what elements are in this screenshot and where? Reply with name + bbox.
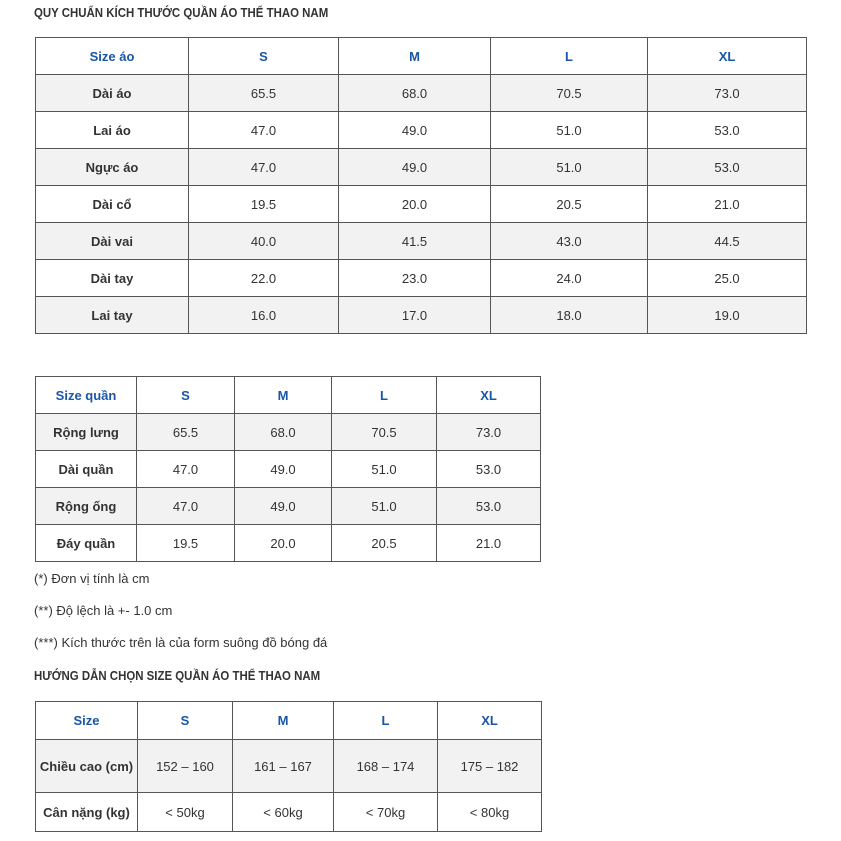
- guide-cell: < 50kg: [138, 793, 233, 832]
- shirt-cell: 24.0: [491, 260, 648, 297]
- guide-row: [36, 793, 542, 832]
- pants-cell: 20.5: [332, 525, 437, 562]
- pants-cell: 51.0: [332, 488, 437, 525]
- guide-cell: 152 – 160: [138, 740, 233, 793]
- pants-cell: 51.0: [332, 451, 437, 488]
- shirt-row-label: Lai tay: [36, 297, 189, 334]
- shirt-cell: 73.0: [648, 75, 807, 112]
- shirt-row: [36, 186, 807, 223]
- pants-cell: 73.0: [437, 414, 541, 451]
- shirt-row-label: Ngực áo: [36, 149, 189, 186]
- shirt-cell: 47.0: [189, 112, 339, 149]
- guide-row: [36, 740, 542, 793]
- pants-header-row: [36, 377, 541, 414]
- shirt-row-label: Lai áo: [36, 112, 189, 149]
- shirt-cell: 20.5: [491, 186, 648, 223]
- shirt-cell: 70.5: [491, 75, 648, 112]
- guide-header-size: M: [233, 702, 334, 740]
- pants-header-size: L: [332, 377, 437, 414]
- shirt-header-size: L: [491, 38, 648, 75]
- shirt-cell: 43.0: [491, 223, 648, 260]
- shirt-cell: 65.5: [189, 75, 339, 112]
- shirt-header-size: S: [189, 38, 339, 75]
- shirt-cell: 21.0: [648, 186, 807, 223]
- shirt-row: [36, 260, 807, 297]
- pants-row: [36, 525, 541, 562]
- size-guide-title: HƯỚNG DẪN CHỌN SIZE QUẦN ÁO THỂ THAO NAM: [34, 668, 321, 683]
- pants-cell: 68.0: [235, 414, 332, 451]
- guide-header-size: L: [334, 702, 438, 740]
- guide-header-size: S: [138, 702, 233, 740]
- shirt-cell: 40.0: [189, 223, 339, 260]
- pants-row: [36, 488, 541, 525]
- note-form: (***) Kích thước trên là của form suông đồ bóng đá: [34, 635, 328, 650]
- guide-row-label: Chiều cao (cm): [36, 740, 138, 793]
- guide-cell: < 60kg: [233, 793, 334, 832]
- note-unit: (*) Đơn vị tính là cm: [34, 571, 150, 586]
- pants-row-label: Rộng ống: [36, 488, 137, 525]
- pants-cell: 49.0: [235, 488, 332, 525]
- shirt-header-row: [36, 38, 807, 75]
- shirt-cell: 49.0: [339, 149, 491, 186]
- shirt-cell: 20.0: [339, 186, 491, 223]
- shirt-row: [36, 75, 807, 112]
- guide-cell: < 80kg: [438, 793, 542, 832]
- guide-header-size: XL: [438, 702, 542, 740]
- pants-row: [36, 414, 541, 451]
- shirt-size-title: QUY CHUẨN KÍCH THƯỚC QUẦN ÁO THỂ THAO NAM: [34, 5, 329, 20]
- guide-row-label: Cân nặng (kg): [36, 793, 138, 832]
- pants-cell: 53.0: [437, 488, 541, 525]
- pants-header-size: S: [137, 377, 235, 414]
- pants-cell: 21.0: [437, 525, 541, 562]
- pants-row-label: Dài quần: [36, 451, 137, 488]
- pants-cell: 19.5: [137, 525, 235, 562]
- shirt-cell: 17.0: [339, 297, 491, 334]
- shirt-cell: 19.0: [648, 297, 807, 334]
- shirt-cell: 22.0: [189, 260, 339, 297]
- shirt-cell: 53.0: [648, 112, 807, 149]
- shirt-header-size: M: [339, 38, 491, 75]
- guide-cell: < 70kg: [334, 793, 438, 832]
- shirt-cell: 53.0: [648, 149, 807, 186]
- pants-cell: 47.0: [137, 488, 235, 525]
- guide-cell: 161 – 167: [233, 740, 334, 793]
- pants-row: [36, 451, 541, 488]
- shirt-row-label: Dài cổ: [36, 186, 189, 223]
- pants-row-label: Đáy quần: [36, 525, 137, 562]
- shirt-cell: 68.0: [339, 75, 491, 112]
- guide-header-label: Size: [36, 702, 138, 740]
- shirt-cell: 49.0: [339, 112, 491, 149]
- pants-row-label: Rộng lưng: [36, 414, 137, 451]
- pants-header-size: M: [235, 377, 332, 414]
- size-guide-table: [35, 701, 542, 832]
- shirt-cell: 16.0: [189, 297, 339, 334]
- pants-cell: 53.0: [437, 451, 541, 488]
- shirt-cell: 47.0: [189, 149, 339, 186]
- shirt-header-size: XL: [648, 38, 807, 75]
- shirt-cell: 25.0: [648, 260, 807, 297]
- shirt-row-label: Dài áo: [36, 75, 189, 112]
- shirt-cell: 19.5: [189, 186, 339, 223]
- shirt-cell: 18.0: [491, 297, 648, 334]
- shirt-row: [36, 297, 807, 334]
- shirt-cell: 41.5: [339, 223, 491, 260]
- pants-header-label: Size quần: [36, 377, 137, 414]
- note-tolerance: (**) Độ lệch là +- 1.0 cm: [34, 603, 173, 618]
- shirt-cell: 51.0: [491, 149, 648, 186]
- shirt-row: [36, 149, 807, 186]
- pants-header-size: XL: [437, 377, 541, 414]
- pants-cell: 47.0: [137, 451, 235, 488]
- shirt-cell: 51.0: [491, 112, 648, 149]
- guide-cell: 168 – 174: [334, 740, 438, 793]
- pants-cell: 70.5: [332, 414, 437, 451]
- shirt-row-label: Dài vai: [36, 223, 189, 260]
- shirt-row-label: Dài tay: [36, 260, 189, 297]
- shirt-header-label: Size áo: [36, 38, 189, 75]
- shirt-cell: 23.0: [339, 260, 491, 297]
- pants-cell: 20.0: [235, 525, 332, 562]
- shirt-size-table: [35, 37, 807, 334]
- shirt-row: [36, 223, 807, 260]
- pants-cell: 49.0: [235, 451, 332, 488]
- guide-header-row: [36, 702, 542, 740]
- shirt-row: [36, 112, 807, 149]
- pants-size-table: [35, 376, 541, 562]
- shirt-cell: 44.5: [648, 223, 807, 260]
- guide-cell: 175 – 182: [438, 740, 542, 793]
- pants-cell: 65.5: [137, 414, 235, 451]
